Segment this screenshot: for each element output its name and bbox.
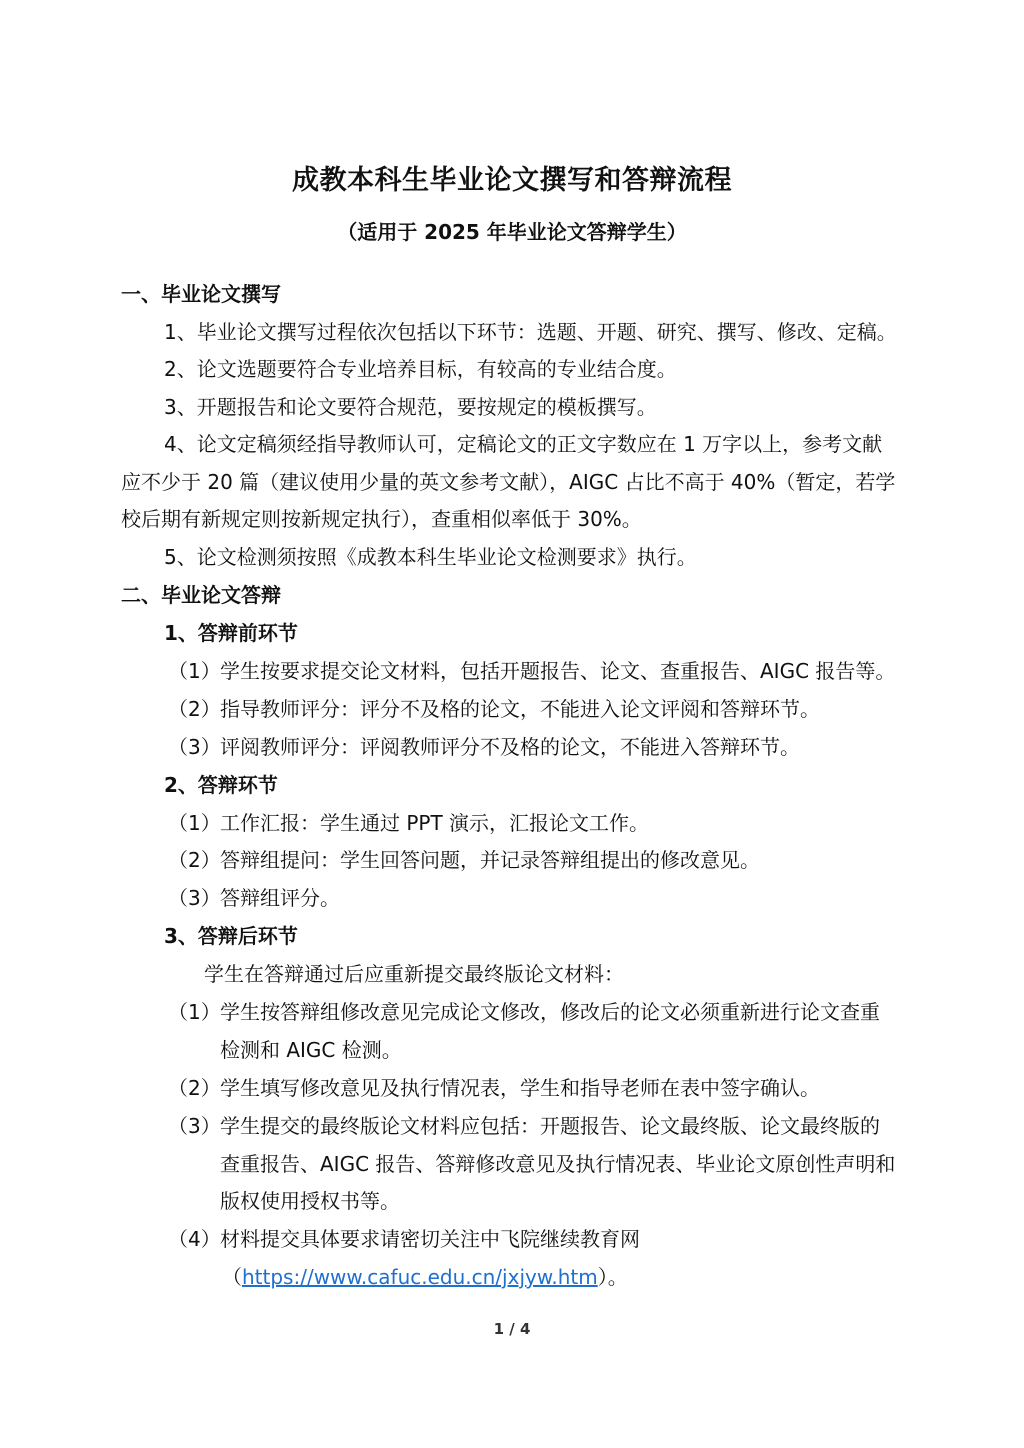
list-item-number: （1）	[168, 659, 221, 683]
paragraph-5: 5、论文检测须按照《成教本科生毕业论文检测要求》执行。	[164, 545, 697, 569]
continuing-education-link[interactable]: https://www.cafuc.edu.cn/jxjyw.htm	[242, 1265, 598, 1289]
paragraph-4-line-1: 4、论文定稿须经指导教师认可，定稿论文的正文字数应在 1 万字以上，参考文献	[164, 432, 883, 456]
list-item-text: 指导教师评分：评分不及格的论文，不能进入论文评阅和答辩环节。	[220, 697, 820, 721]
paren-close: ）。	[597, 1265, 628, 1289]
list-item-text: 答辩组提问：学生回答问题，并记录答辩组提出的修改意见。	[220, 848, 760, 872]
list-item-number: （1）	[168, 1000, 221, 1024]
list-item-number: （3）	[168, 1114, 221, 1138]
list-item-text: 评阅教师评分：评阅教师评分不及格的论文，不能进入答辩环节。	[220, 735, 800, 759]
list-item-number: （3）	[168, 735, 221, 759]
list-item-text-continued: 查重报告、AIGC 报告、答辩修改意见及执行情况表、毕业论文原创性声明和	[220, 1152, 896, 1176]
list-item-number: （2）	[168, 697, 221, 721]
paragraph-2: 2、论文选题要符合专业培养目标，有较高的专业结合度。	[164, 357, 677, 381]
paragraph-3: 3、开题报告和论文要符合规范，要按规定的模板撰写。	[164, 395, 657, 419]
post-defense-intro: 学生在答辩通过后应重新提交最终版论文材料：	[204, 962, 624, 986]
subsection-heading-defense: 2、答辩环节	[164, 773, 278, 797]
subsection-heading-post-defense: 3、答辩后环节	[164, 924, 298, 948]
paragraph-1: 1、毕业论文撰写过程依次包括以下环节：选题、开题、研究、撰写、修改、定稿。	[164, 320, 897, 344]
list-item-number: （1）	[168, 811, 221, 835]
list-item-text: 学生按答辩组修改意见完成论文修改，修改后的论文必须重新进行论文查重	[220, 1000, 880, 1024]
list-item-text: 学生按要求提交论文材料，包括开题报告、论文、查重报告、AIGC 报告等。	[220, 659, 896, 683]
list-item-text: 工作汇报：学生通过 PPT 演示，汇报论文工作。	[220, 811, 650, 835]
paragraph-4-line-3: 校后期有新规定则按新规定执行），查重相似率低于 30%。	[121, 507, 642, 531]
section-heading-defense: 二、毕业论文答辩	[121, 583, 281, 607]
list-item-number: （2）	[168, 848, 221, 872]
list-item-number: （3）	[168, 886, 221, 910]
list-item-number: （4）	[168, 1227, 221, 1251]
list-item-text: 学生提交的最终版论文材料应包括：开题报告、论文最终版、论文最终版的	[220, 1114, 880, 1138]
link-line	[222, 1263, 628, 1291]
list-item-text: 学生填写修改意见及执行情况表，学生和指导老师在表中签字确认。	[220, 1076, 820, 1100]
paragraph-4-line-2: 应不少于 20 篇（建议使用少量的英文参考文献），AIGC 占比不高于 40%（暂定，若学	[121, 470, 896, 494]
page-indicator: 1 / 4	[493, 1320, 531, 1338]
document-title: 成教本科生毕业论文撰写和答辩流程	[292, 165, 732, 196]
list-item-text: 材料提交具体要求请密切关注中飞院继续教育网	[220, 1227, 640, 1251]
document-subtitle: （适用于 2025 年毕业论文答辩学生）	[337, 220, 687, 244]
section-heading-writing: 一、毕业论文撰写	[121, 282, 281, 306]
paren-open: （	[222, 1265, 242, 1289]
subsection-heading-pre-defense: 1、答辩前环节	[164, 621, 298, 645]
list-item-text-continued: 版权使用授权书等。	[220, 1189, 400, 1213]
list-item-text: 答辩组评分。	[220, 886, 340, 910]
list-item-text-continued: 检测和 AIGC 检测。	[220, 1038, 402, 1062]
list-item-number: （2）	[168, 1076, 221, 1100]
